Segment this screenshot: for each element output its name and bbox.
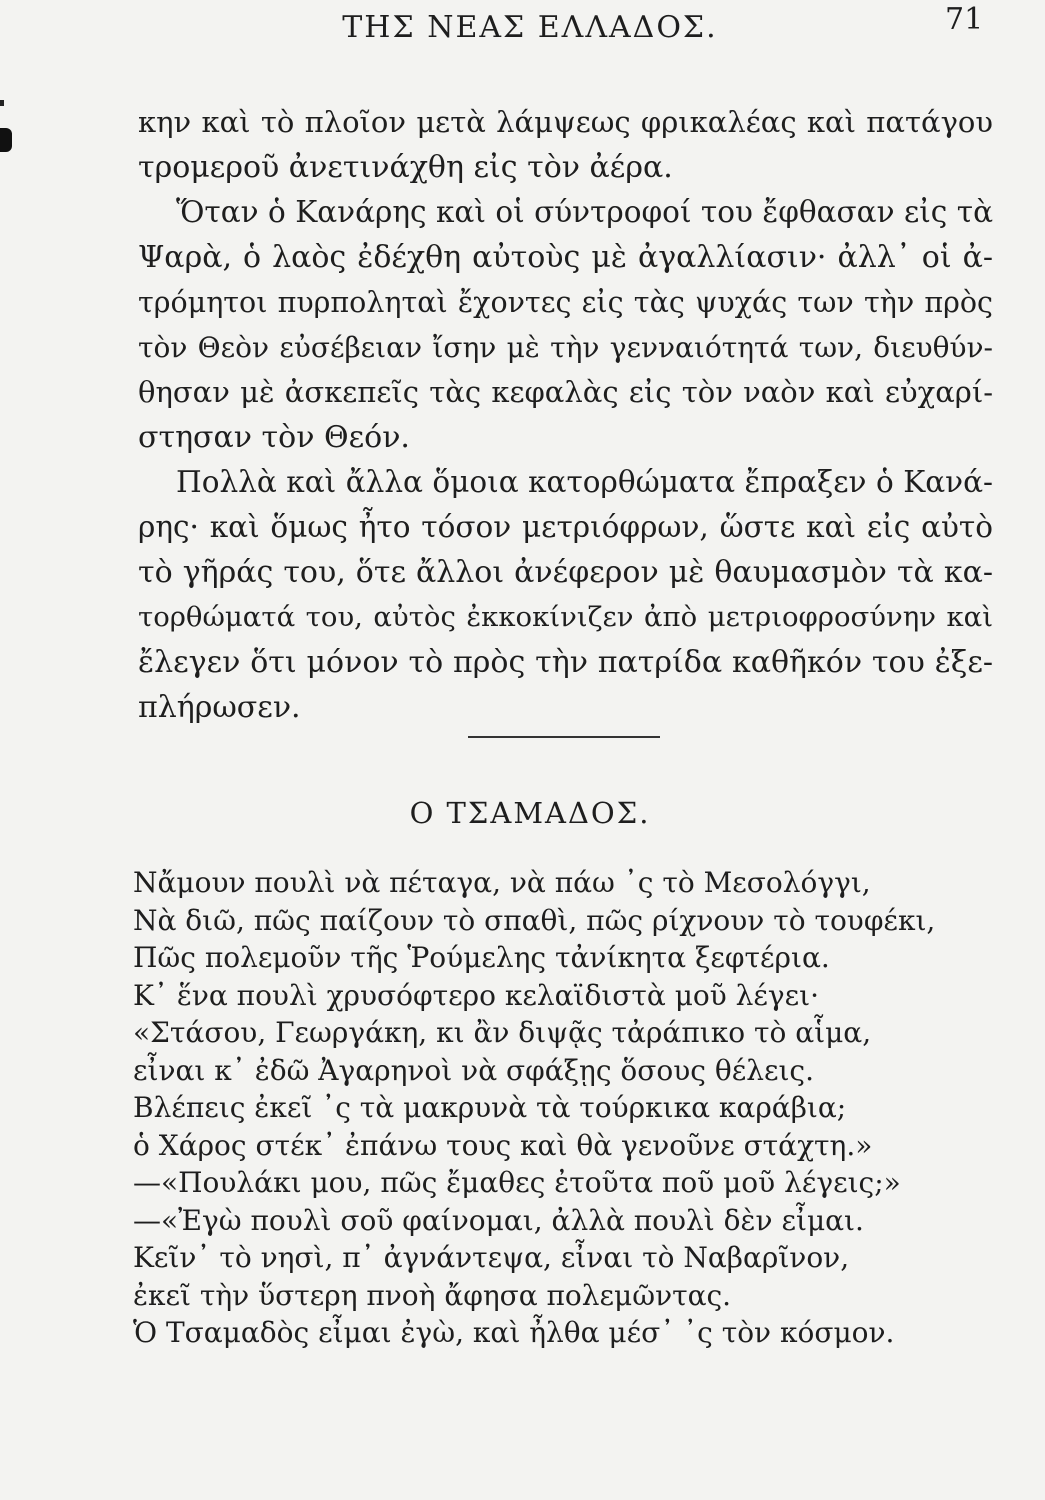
- prose-line: κην καὶ τὸ πλοῖον μετὰ λάμψεως φρικαλέας καὶ πατάγου: [138, 105, 993, 139]
- prose-block: [138, 100, 993, 730]
- poem-line: Νὰ διῶ, πῶς παίζουν τὸ σπαθὶ, πῶς ρίχνουν τὸ τουφέκι,: [133, 903, 936, 937]
- page-edge-ink-mark: [0, 128, 12, 152]
- poem-line: Κ᾽ ἕνα πουλὶ χρυσόφτερο κελαϊδιστὰ μοῦ λέγει·: [133, 978, 820, 1012]
- poem-line: Πῶς πολεμοῦν τῆς Ῥούμελης τἀνίκητα ξεφτέρια.: [133, 941, 830, 974]
- poem-line: ἐκεῖ τὴν ὕστερη πνοὴ ἄφησα πολεμῶντας.: [133, 1278, 732, 1312]
- poem-block: [133, 864, 993, 1352]
- prose-line: Ψαρὰ, ὁ λαὸς ἐδέχθη αὐτοὺς μὲ ἀγαλλίασιν· ἀλλ᾽ οἱ ἀ-: [138, 240, 993, 275]
- poem-line: εἶναι κ᾽ ἐδῶ Ἀγαρηνοὶ νὰ σφάξῃς ὅσους θέλεις.: [133, 1053, 815, 1087]
- prose-line: τρόμητοι πυρποληταὶ ἔχοντες εἰς τὰς ψυχάς των τὴν πρὸς: [138, 286, 993, 319]
- prose-line: Ὅταν ὁ Κανάρης καὶ οἱ σύντροφοί του ἔφθασαν εἰς τὰ: [176, 195, 993, 229]
- prose-line: στησαν τὸν Θεόν.: [138, 420, 410, 455]
- section-divider: [468, 736, 660, 738]
- page-edge-speck: [0, 100, 4, 106]
- poem-line: Κεῖν᾽ τὸ νησὶ, π᾽ ἀγνάντεψα, εἶναι τὸ Ναβαρῖνον,: [133, 1241, 850, 1274]
- prose-line: ρης· καὶ ὅμως ἦτο τόσον μετριόφρων, ὥστε καὶ εἰς αὐτὸ: [138, 510, 993, 544]
- poem-line: «Στάσου, Γεωργάκη, κι ἂν διψᾷς τἀράπικο τὸ αἷμα,: [133, 1016, 872, 1049]
- prose-line: τὸν Θεὸν εὐσέβειαν ἴσην μὲ τὴν γενναιότητά των, διευθύν-: [138, 331, 993, 364]
- poem-line: —«Ἐγὼ πουλὶ σοῦ φαίνομαι, ἀλλὰ πουλὶ δὲν εἶμαι.: [133, 1203, 864, 1237]
- prose-line: ἔλεγεν ὅτι μόνον τὸ πρὸς τὴν πατρίδα καθῆκόν του ἐξε-: [138, 645, 993, 680]
- section-title: Ο ΤΣΑΜΑΔΟΣ.: [409, 796, 651, 830]
- prose-line: τρομεροῦ ἀνετινάχθη εἰς τὸν ἀέρα.: [138, 150, 673, 185]
- poem-line: Ὁ Τσαμαδὸς εἶμαι ἐγὼ, καὶ ἦλθα μέσ᾽ ᾽ς τὸν κόσμον.: [133, 1316, 895, 1349]
- prose-line: τὸ γῆράς του, ὅτε ἄλλοι ἀνέφερον μὲ θαυμασμὸν τὰ κα-: [138, 555, 993, 590]
- prose-line: θησαν μὲ ἀσκεπεῖς τὰς κεφαλὰς εἰς τὸν ναὸν καὶ εὐχαρί-: [138, 375, 993, 409]
- page-number: 71: [945, 2, 984, 37]
- poem-line: Νἄμουν πουλὶ νὰ πέταγα, νὰ πάω ᾽ς τὸ Μεσολόγγι,: [133, 866, 871, 899]
- prose-line: Πολλὰ καὶ ἄλλα ὅμοια κατορθώματα ἔπραξεν ὁ Κανά-: [176, 465, 993, 499]
- poem-line: ὁ Χάρος στέκ᾽ ἐπάνω τους καὶ θὰ γενοῦνε στάχτη.»: [133, 1128, 873, 1162]
- running-head: ΤΗΣ ΝΕΑΣ ΕΛΛΑΔΟΣ.: [342, 10, 718, 45]
- poem-line: Βλέπεις ἐκεῖ ᾽ς τὰ μακρυνὰ τὰ τούρκικα καράβια;: [133, 1091, 847, 1124]
- prose-line: πλήρωσεν.: [138, 690, 301, 725]
- prose-line: τορθώματά του, αὐτὸς ἐκκοκίνιζεν ἀπὸ μετριοφροσύνην καὶ: [138, 601, 993, 633]
- poem-line: —«Πουλάκι μου, πῶς ἔμαθες ἐτοῦτα ποῦ μοῦ λέγεις;»: [133, 1166, 901, 1199]
